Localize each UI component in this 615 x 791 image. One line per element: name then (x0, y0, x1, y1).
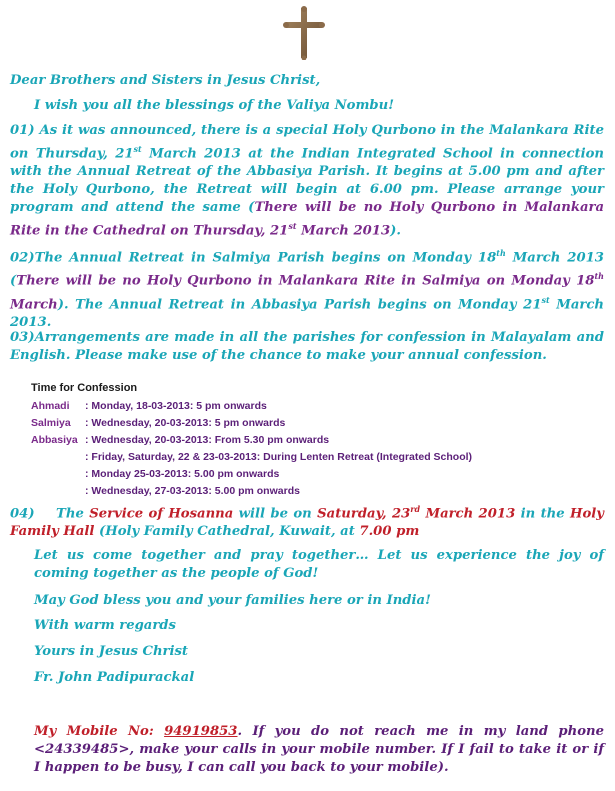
item-4-number: 04) (10, 506, 35, 522)
confession-row-text: : Wednesday, 27-03-2013: 5.00 pm onwards (85, 485, 300, 497)
item-1-text-a: As it was announced, there is a special Holy Qurbono in the Malankara Rite on Thursday, 21 (10, 123, 604, 162)
item-4-hall: Holy Family Hall (10, 506, 604, 540)
item-1 (10, 122, 604, 241)
signature: Fr. John Padipurackal (34, 670, 195, 685)
item-1-text-e: ). (390, 223, 402, 239)
item-1-sup2: st (288, 221, 297, 232)
wish-line: I wish you all the blessings of the Valiya Nombu! (34, 98, 394, 113)
mobile-label: My Mobile No: (34, 724, 154, 739)
confession-title: Time for Confession (31, 382, 138, 394)
closing-line-1: Let us come together and pray together… Let us experience the joy of coming together as the people of God! (34, 548, 604, 581)
item-4-text-f: in the (515, 506, 571, 522)
confession-row (31, 434, 329, 446)
confession-row-text: : Wednesday, 20-03-2013: 5 pm onwards (85, 417, 286, 429)
greeting: Dear Brothers and Sisters in Jesus Christ, (10, 73, 321, 88)
confession-row-text: : Friday, Saturday, 22 & 23-03-2013: During Lenten Retreat (Integrated School) (85, 451, 473, 463)
item-2-text-d: March (10, 297, 58, 313)
mobile-note (34, 723, 604, 777)
item-4-service: Service of Hosanna (89, 506, 234, 522)
item-2-sup2: th (594, 271, 604, 282)
item-2-text-a: The Annual Retreat in Salmiya Parish begins on Monday 18 (34, 250, 497, 266)
item-2-text-f: March 2013. (10, 297, 604, 331)
confession-row-label: Ahmadi (31, 400, 70, 412)
mobile-text: . If you do not reach me in my land phone <24339485>, make your calls in your mobile number. If I fail to take it or if I happen to be busy, I can call you back to your mobile). (34, 724, 605, 775)
item-2-text-c: There will be no Holy Qurbono in Malankara Rite in Salmiya on Monday 18 (16, 273, 595, 289)
item-4-time: 7.00 pm (359, 524, 420, 540)
item-1-sup: st (133, 144, 142, 154)
confession-row-label: Salmiya (31, 417, 71, 429)
item-1-number: 01) (10, 123, 35, 138)
item-2-text-b: March 2013 ( (10, 250, 604, 289)
item-1-text-d: March 2013 (296, 223, 391, 239)
item-3 (10, 329, 604, 365)
item-3-number: 03) (10, 330, 35, 345)
confession-row-label: Abbasiya (31, 434, 78, 446)
mobile-number: 94919853 (164, 724, 238, 739)
confession-row-text: : Monday 25-03-2013: 5.00 pm onwards (85, 468, 280, 480)
confession-row (31, 451, 472, 463)
cross-icon (282, 6, 326, 60)
item-4 (10, 500, 604, 541)
item-4-text-c: will be on (233, 506, 318, 522)
confession-row-text: : Monday, 18-03-2013: 5 pm onwards (85, 400, 267, 412)
item-4-text-h: (Holy Family Cathedral, Kuwait, at (94, 524, 360, 540)
confession-row (31, 417, 285, 429)
item-4-sup: rd (410, 504, 421, 514)
closing-line-3: With warm regards (34, 618, 176, 633)
item-2-sup3: st (541, 294, 550, 305)
item-4-date: Saturday, 23 (317, 506, 411, 522)
confession-row-text: : Wednesday, 20-03-2013: From 5.30 pm onwards (85, 434, 330, 446)
item-2-sup: th (496, 248, 506, 258)
confession-row (31, 468, 279, 480)
confession-row (31, 400, 267, 412)
item-4-text-a: The (56, 506, 90, 522)
closing-line-4: Yours in Jesus Christ (34, 644, 189, 659)
item-1-text-c: There will be no Holy Qurbono in Malankara Rite in the Cathedral on Thursday, 21 (10, 200, 604, 239)
item-4-date-b: March 2013 (420, 506, 516, 522)
item-2-text-e: ). The Annual Retreat in Abbasiya Parish begins on Monday 21 (57, 297, 542, 313)
item-1-text-b: March 2013 at the Indian Integrated School in connection with the Annual Retreat of the Abbasiya Parish. It begins at 5.00 pm and after the Holy Qurbono, the Retreat will begin at 6.00 pm. Please arrange your program and attend the same ( (10, 146, 604, 216)
item-2-number: 02) (10, 250, 35, 266)
item-2 (10, 244, 604, 332)
confession-row (31, 485, 300, 497)
item-3-text: Arrangements are made in all the parishes for confession in Malayalam and English. Please make use of the chance to make your annual confession. (10, 330, 604, 363)
closing-line-2: May God bless you and your families here or in India! (34, 593, 431, 608)
